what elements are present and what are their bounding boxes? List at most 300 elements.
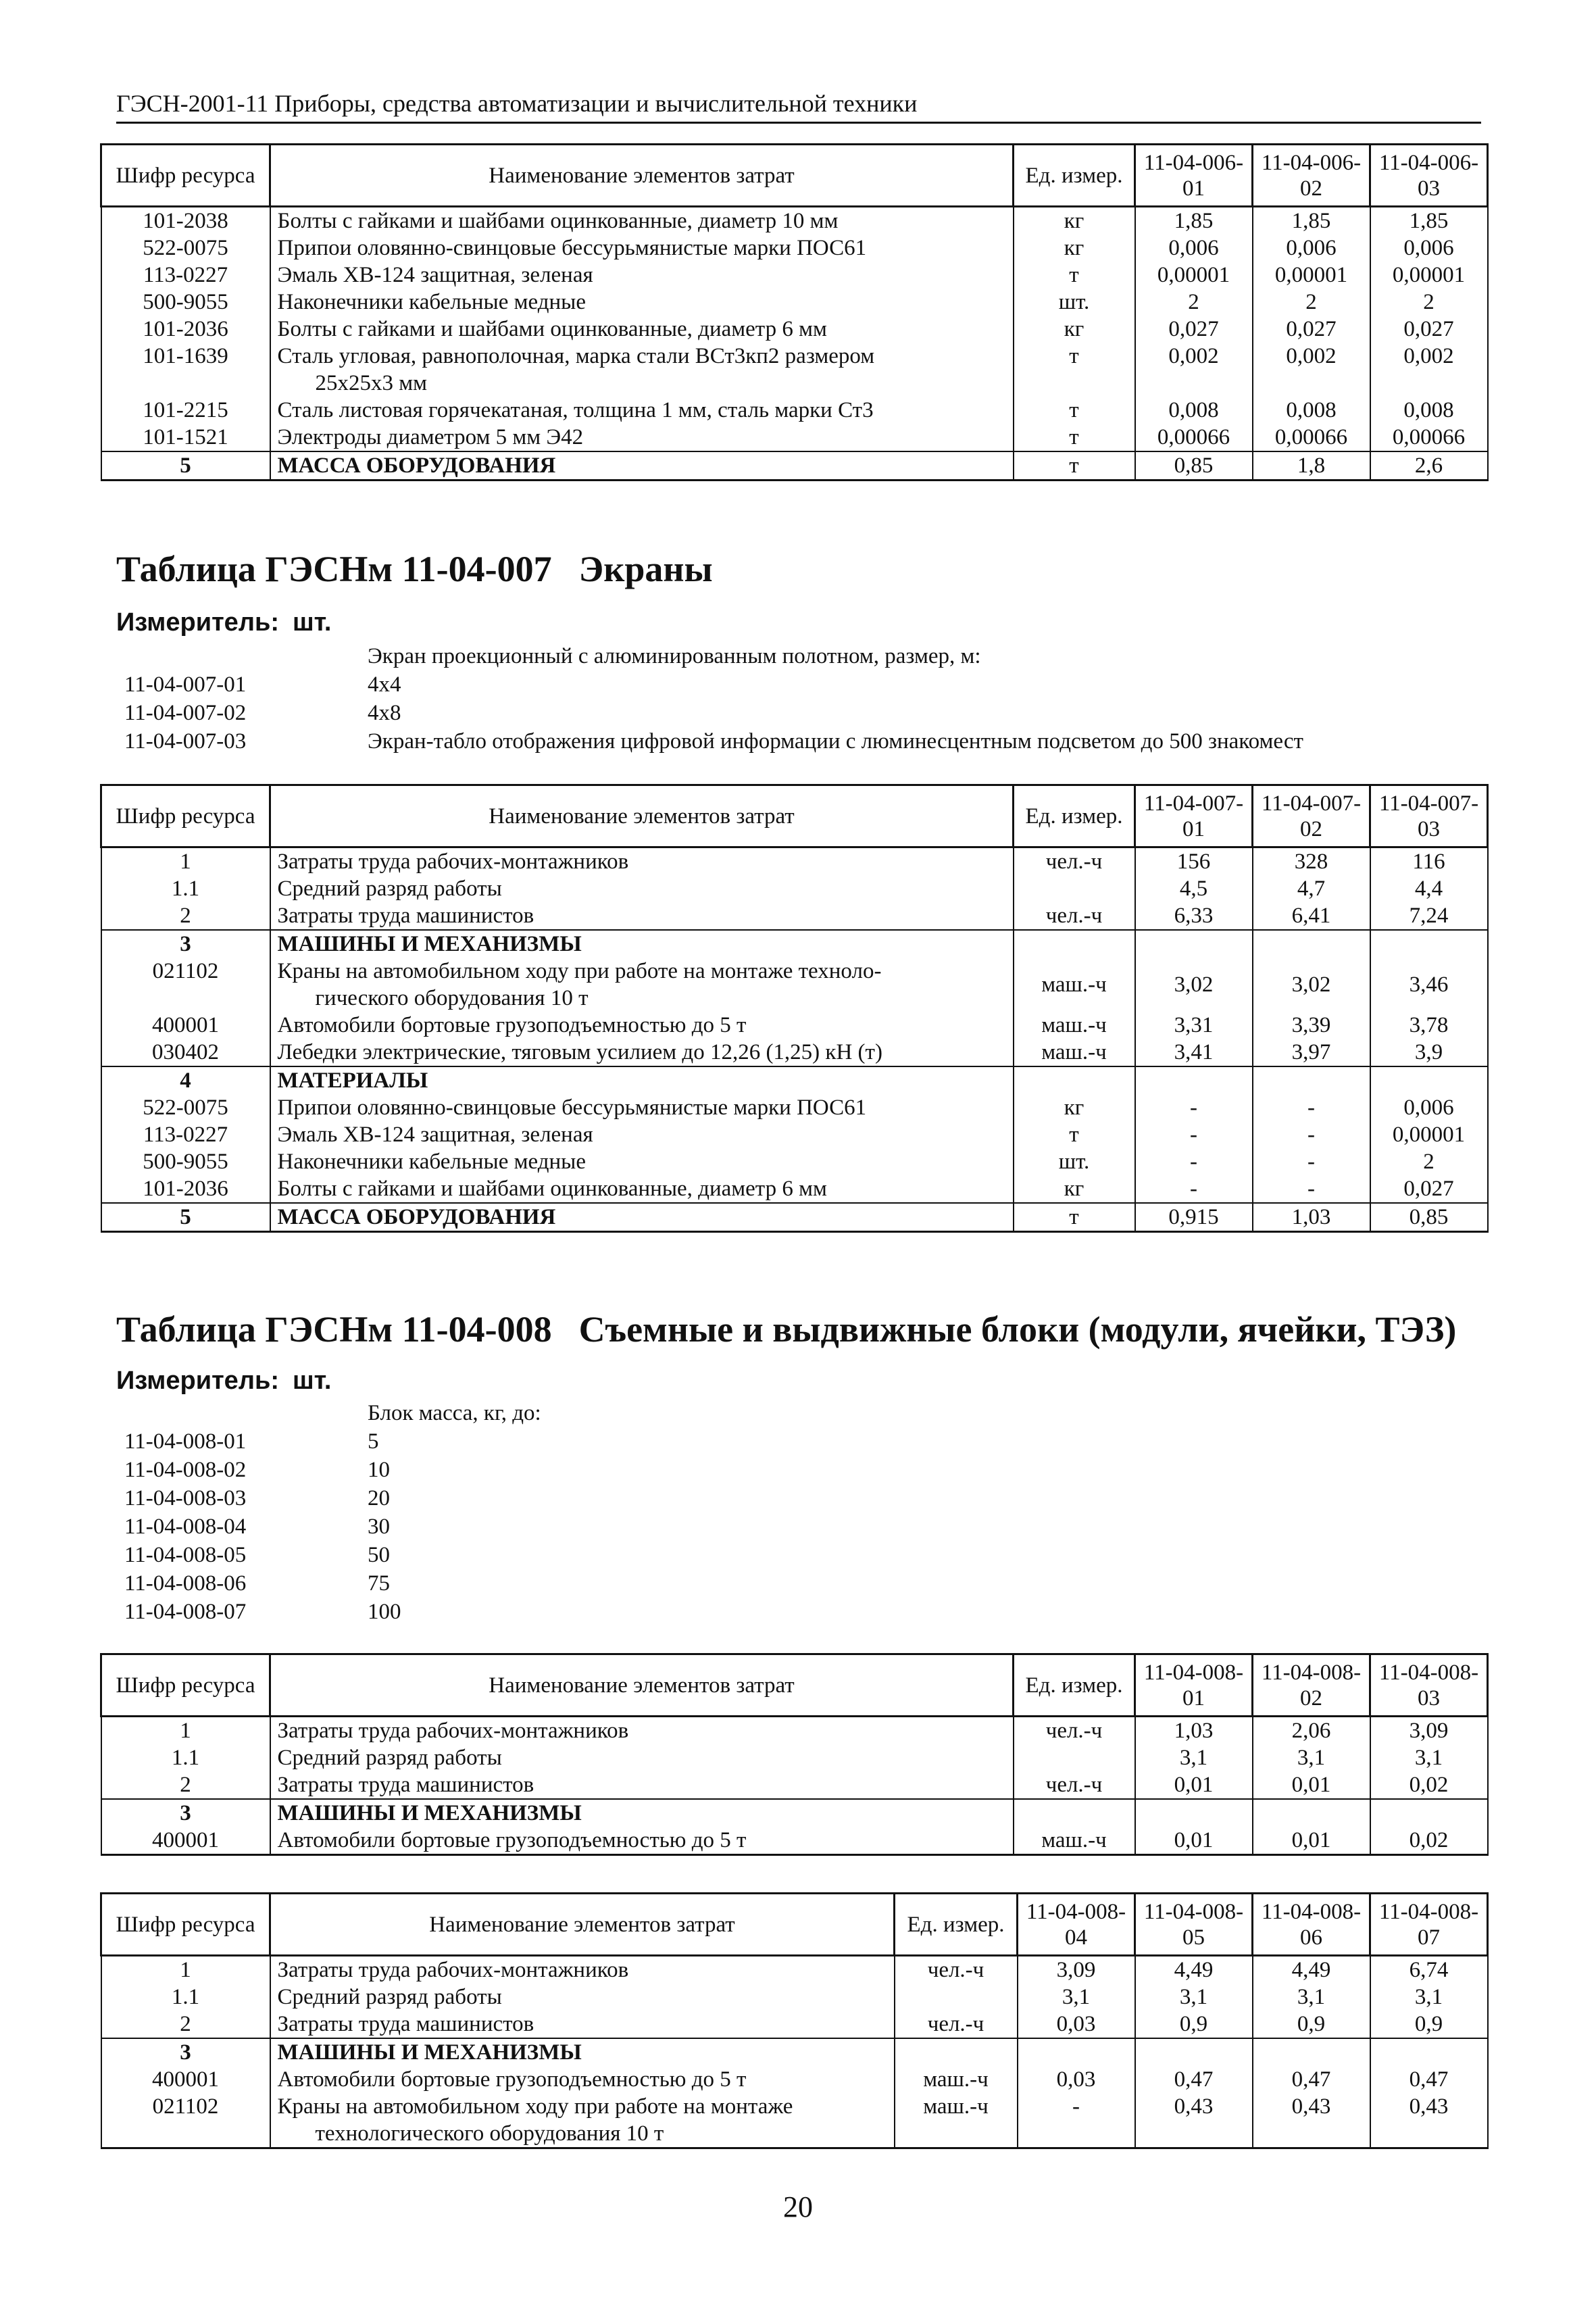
resource-code: 101-2036 [101, 316, 270, 343]
table-11-04-007 [100, 784, 1489, 1233]
value: - [1253, 1121, 1370, 1148]
cost-element: Лебедки электрические, тяговым усилием до 12,26 (1,25) кН (т) [270, 1039, 1014, 1066]
variant-item [116, 1569, 541, 1598]
value: 3,02 [1253, 958, 1370, 1012]
col-header-variant: 11-04-007-03 [1370, 785, 1488, 847]
cost-element: Припои оловянно-свинцовые бессурьмянистые марки ПОС61 [270, 235, 1014, 262]
variant-item [116, 1512, 541, 1541]
section-heading: МАШИНЫ И МЕХАНИЗМЫ [270, 1799, 1014, 1827]
unit: чел.-ч [1014, 902, 1135, 930]
col-header-unit: Ед. измер. [1014, 145, 1135, 207]
cost-element: Болты с гайками и шайбами оцинкованные, диаметр 10 мм [270, 207, 1014, 235]
unit [1014, 875, 1135, 902]
unit: маш.-ч [895, 2066, 1018, 2093]
cost-element: Автомобили бортовые грузоподъемностью до 5 т [270, 2066, 895, 2093]
variant-desc: 5 [368, 1429, 379, 1454]
value: 3,31 [1135, 1012, 1253, 1039]
value: 2,06 [1253, 1717, 1370, 1745]
variant-desc: 100 [368, 1600, 401, 1624]
variant-desc: 75 [368, 1571, 390, 1596]
value: 0,008 [1370, 397, 1488, 424]
col-header-variant: 11-04-008-06 [1253, 1894, 1370, 1956]
value: 0,9 [1135, 2011, 1253, 2038]
cost-element [270, 343, 1014, 397]
cost-element-line1: Сталь угловая, равнополочная, марка стали ВСт3кп2 размером [277, 344, 875, 368]
col-header-variant: 11-04-008-07 [1370, 1894, 1488, 1956]
col-header-variant: 11-04-008-05 [1135, 1894, 1253, 1956]
value: 0,9 [1370, 2011, 1488, 2038]
unit: кг [1014, 1094, 1135, 1121]
unit: т [1014, 343, 1135, 397]
cost-element: Средний разряд работы [270, 1984, 895, 2011]
value: 3,46 [1370, 958, 1488, 1012]
variant-code: 11-04-008-06 [124, 1571, 247, 1596]
table-row-total [101, 451, 1488, 481]
value: 2 [1135, 289, 1253, 316]
table-row-section [101, 930, 1488, 958]
value: 3,09 [1370, 1717, 1488, 1745]
resource-code: 5 [101, 1203, 270, 1232]
unit: шт. [1014, 289, 1135, 316]
meter-value: шт. [292, 608, 332, 637]
table-11-04-008-part2 [100, 1892, 1489, 2149]
cost-element: Эмаль ХВ-124 защитная, зеленая [270, 262, 1014, 289]
table-row [101, 958, 1488, 1012]
value: - [1135, 1094, 1253, 1121]
resource-code: 101-2036 [101, 1175, 270, 1203]
meter-line [116, 1365, 332, 1396]
section-heading: МАШИНЫ И МЕХАНИЗМЫ [270, 930, 1014, 958]
cost-element: Затраты труда рабочих-монтажников [270, 1956, 895, 1984]
value: 0,006 [1370, 235, 1488, 262]
value: 0,008 [1253, 397, 1370, 424]
value: 7,24 [1370, 902, 1488, 930]
cost-element: Наконечники кабельные медные [270, 289, 1014, 316]
variant-code: 11-04-007-02 [124, 701, 247, 725]
table-row [101, 1175, 1488, 1203]
value: 3,09 [1018, 1956, 1135, 1984]
unit: т [1014, 424, 1135, 451]
unit: чел.-ч [895, 2011, 1018, 2038]
value: - [1253, 1094, 1370, 1121]
table-row [101, 2093, 1488, 2148]
table-row [101, 1012, 1488, 1039]
value: 0,008 [1135, 397, 1253, 424]
variant-intro-row [116, 1399, 541, 1427]
table-row [101, 343, 1488, 397]
value: 3,78 [1370, 1012, 1488, 1039]
col-header-code: Шифр ресурса [101, 1654, 270, 1717]
value: 1,85 [1253, 207, 1370, 235]
resource-code: 101-1521 [101, 424, 270, 451]
unit: кг [1014, 316, 1135, 343]
meter-line [116, 607, 332, 638]
cost-element [270, 2093, 895, 2148]
value: 6,74 [1370, 1956, 1488, 1984]
value: 1,03 [1135, 1717, 1253, 1745]
table-row-section [101, 1799, 1488, 1827]
value: 1,8 [1253, 451, 1370, 481]
resource-code: 1.1 [101, 875, 270, 902]
cost-element: Эмаль ХВ-124 защитная, зеленая [270, 1121, 1014, 1148]
unit: кг [1014, 235, 1135, 262]
page-header: ГЭСН-2001-11 Приборы, средства автоматизации и вычислительной техники [116, 88, 1481, 124]
value: 0,47 [1135, 2066, 1253, 2093]
variant-item [116, 1456, 541, 1484]
table-row [101, 847, 1488, 876]
unit: т [1014, 262, 1135, 289]
unit [895, 1984, 1018, 2011]
value: 0,027 [1135, 316, 1253, 343]
value: - [1135, 1148, 1253, 1175]
value: 4,7 [1253, 875, 1370, 902]
value: 0,43 [1135, 2093, 1253, 2148]
col-header-variant: 11-04-007-01 [1135, 785, 1253, 847]
resource-code: 400001 [101, 1012, 270, 1039]
table-row [101, 902, 1488, 930]
value: 116 [1370, 847, 1488, 876]
resource-code: 4 [101, 1066, 270, 1094]
cost-element: Электроды диаметром 5 мм Э42 [270, 424, 1014, 451]
table-row [101, 289, 1488, 316]
table-row [101, 2066, 1488, 2093]
value: 0,01 [1253, 1827, 1370, 1855]
unit [1014, 1744, 1135, 1771]
col-header-name: Наименование элементов затрат [270, 1894, 895, 1956]
value: 3,9 [1370, 1039, 1488, 1066]
table-row-section [101, 1066, 1488, 1094]
value: 0,01 [1253, 1771, 1370, 1799]
resource-code: 1.1 [101, 1984, 270, 2011]
col-header-variant: 11-04-006-01 [1135, 145, 1253, 207]
resource-code: 101-2215 [101, 397, 270, 424]
col-header-code: Шифр ресурса [101, 1894, 270, 1956]
resource-code: 101-2038 [101, 207, 270, 235]
col-header-code: Шифр ресурса [101, 785, 270, 847]
cost-element: Средний разряд работы [270, 1744, 1014, 1771]
section-title-code: Таблица ГЭСНм 11-04-008 [116, 1309, 552, 1350]
resource-code: 400001 [101, 2066, 270, 2093]
col-header-variant: 11-04-006-02 [1253, 145, 1370, 207]
resource-code: 2 [101, 902, 270, 930]
value: 0,02 [1370, 1771, 1488, 1799]
value: 0,915 [1135, 1203, 1253, 1232]
value: 1,03 [1253, 1203, 1370, 1232]
variant-code: 11-04-008-05 [124, 1543, 247, 1567]
table-row [101, 262, 1488, 289]
value: 0,006 [1370, 1094, 1488, 1121]
cost-element: Средний разряд работы [270, 875, 1014, 902]
resource-code: 1 [101, 1717, 270, 1745]
variant-intro-row [116, 642, 1303, 670]
variant-code: 11-04-007-01 [124, 672, 247, 697]
cost-element: Затраты труда машинистов [270, 902, 1014, 930]
col-header-variant: 11-04-006-03 [1370, 145, 1488, 207]
cost-element-line2: 25x25x3 мм [315, 371, 428, 395]
table-row [101, 1039, 1488, 1066]
value: 0,9 [1253, 2011, 1370, 2038]
table-row [101, 1984, 1488, 2011]
resource-code: 1 [101, 1956, 270, 1984]
value: 3,1 [1135, 1744, 1253, 1771]
value: 0,02 [1370, 1827, 1488, 1855]
resource-code: 3 [101, 1799, 270, 1827]
table-row [101, 207, 1488, 235]
value: 0,85 [1135, 451, 1253, 481]
value: 2,6 [1370, 451, 1488, 481]
value: 2 [1370, 289, 1488, 316]
cost-element-line2: гического оборудования 10 т [315, 986, 589, 1010]
variant-desc: 10 [368, 1458, 390, 1482]
table-row [101, 1121, 1488, 1148]
value: 0,027 [1370, 316, 1488, 343]
table-row-total [101, 1203, 1488, 1232]
value: 0,47 [1370, 2066, 1488, 2093]
value: 6,33 [1135, 902, 1253, 930]
value: 4,49 [1253, 1956, 1370, 1984]
section-title-code: Таблица ГЭСНм 11-04-007 [116, 549, 552, 589]
variant-desc: Экран-табло отображения цифровой информации с люминесцентным подсветом до 500 знакомест [368, 729, 1303, 754]
value: 4,5 [1135, 875, 1253, 902]
value: 0,006 [1135, 235, 1253, 262]
table-row [101, 875, 1488, 902]
variant-code: 11-04-008-04 [124, 1515, 247, 1539]
value: 0,03 [1018, 2066, 1135, 2093]
value: 4,4 [1370, 875, 1488, 902]
table-row [101, 397, 1488, 424]
value: - [1135, 1175, 1253, 1203]
table-row [101, 424, 1488, 451]
meter-label: Измеритель: [116, 608, 279, 637]
section-heading: МАШИНЫ И МЕХАНИЗМЫ [270, 2038, 895, 2066]
col-header-name: Наименование элементов затрат [270, 1654, 1014, 1717]
meter-label: Измеритель: [116, 1367, 279, 1395]
unit: чел.-ч [1014, 847, 1135, 876]
cost-element: МАССА ОБОРУДОВАНИЯ [270, 451, 1014, 481]
resource-code: 5 [101, 451, 270, 481]
unit: маш.-ч [1014, 1012, 1135, 1039]
value: 2 [1253, 289, 1370, 316]
resource-code: 500-9055 [101, 289, 270, 316]
table-row [101, 2011, 1488, 2038]
value: 0,027 [1253, 316, 1370, 343]
value: 0,002 [1135, 343, 1253, 397]
unit: маш.-ч [1014, 1827, 1135, 1855]
value: 0,43 [1253, 2093, 1370, 2148]
variant-item [116, 727, 1303, 756]
resource-code: 522-0075 [101, 235, 270, 262]
section-heading: МАТЕРИАЛЫ [270, 1066, 1014, 1094]
cost-element: Болты с гайками и шайбами оцинкованные, диаметр 6 мм [270, 1175, 1014, 1203]
variant-code: 11-04-007-03 [124, 729, 247, 754]
value: 0,43 [1370, 2093, 1488, 2148]
unit: т [1014, 1203, 1135, 1232]
variant-desc: 30 [368, 1515, 390, 1539]
value: 0,00066 [1135, 424, 1253, 451]
resource-code: 3 [101, 930, 270, 958]
cost-element: МАССА ОБОРУДОВАНИЯ [270, 1203, 1014, 1232]
value: 0,47 [1253, 2066, 1370, 2093]
unit: кг [1014, 207, 1135, 235]
value: 0,00001 [1370, 1121, 1488, 1148]
variant-code: 11-04-008-01 [124, 1429, 247, 1454]
value: 0,00066 [1253, 424, 1370, 451]
variant-list [116, 1399, 541, 1626]
cost-element: Припои оловянно-свинцовые бессурьмянистые марки ПОС61 [270, 1094, 1014, 1121]
col-header-variant: 11-04-008-04 [1018, 1894, 1135, 1956]
cost-element: Автомобили бортовые грузоподъемностью до 5 т [270, 1012, 1014, 1039]
table-row [101, 316, 1488, 343]
table-row [101, 1771, 1488, 1799]
resource-code: 101-1639 [101, 343, 270, 397]
variant-item [116, 1598, 541, 1626]
resource-code: 021102 [101, 958, 270, 1012]
col-header-unit: Ед. измер. [895, 1894, 1018, 1956]
variant-desc: 20 [368, 1486, 390, 1510]
table-row [101, 1956, 1488, 1984]
value: 3,1 [1135, 1984, 1253, 2011]
col-header-unit: Ед. измер. [1014, 1654, 1135, 1717]
table-row [101, 1717, 1488, 1745]
unit: т [1014, 1121, 1135, 1148]
value: 0,03 [1018, 2011, 1135, 2038]
unit: маш.-ч [895, 2093, 1018, 2148]
resource-code: 2 [101, 1771, 270, 1799]
cost-element-line2: технологического оборудования 10 т [315, 2121, 664, 2146]
value: 1,85 [1135, 207, 1253, 235]
table-row [101, 235, 1488, 262]
value: 0,00066 [1370, 424, 1488, 451]
unit: кг [1014, 1175, 1135, 1203]
value: 0,00001 [1370, 262, 1488, 289]
cost-element-line1: Краны на автомобильном ходу при работе на монтаже [277, 2094, 793, 2119]
value: 3,1 [1018, 1984, 1135, 2011]
variant-item [116, 1541, 541, 1569]
resource-code: 3 [101, 2038, 270, 2066]
table-row-section [101, 2038, 1488, 2066]
value: 0,00001 [1135, 262, 1253, 289]
value: 0,002 [1370, 343, 1488, 397]
table-row [101, 1094, 1488, 1121]
value: 0,002 [1253, 343, 1370, 397]
col-header-variant: 11-04-008-03 [1370, 1654, 1488, 1717]
variant-item [116, 1484, 541, 1512]
table-11-04-006-materials [100, 143, 1489, 481]
section-title-11-04-008 [116, 1308, 1456, 1351]
unit: чел.-ч [895, 1956, 1018, 1984]
variant-code: 11-04-008-02 [124, 1458, 247, 1482]
variant-desc: 4x8 [368, 701, 401, 725]
section-title-11-04-007 [116, 547, 713, 591]
resource-code: 113-0227 [101, 262, 270, 289]
table-11-04-008-part1 [100, 1653, 1489, 1856]
col-header-name: Наименование элементов затрат [270, 785, 1014, 847]
cost-element: Затраты труда рабочих-монтажников [270, 1717, 1014, 1745]
variant-item [116, 1427, 541, 1456]
unit: чел.-ч [1014, 1717, 1135, 1745]
resource-code: 1 [101, 847, 270, 876]
col-header-variant: 11-04-007-02 [1253, 785, 1370, 847]
unit: чел.-ч [1014, 1771, 1135, 1799]
value: 0,006 [1253, 235, 1370, 262]
value: 0,00001 [1253, 262, 1370, 289]
variant-code: 11-04-008-03 [124, 1486, 247, 1510]
section-title-name: Экраны [578, 549, 713, 589]
col-header-unit: Ед. измер. [1014, 785, 1135, 847]
meter-value: шт. [292, 1367, 332, 1395]
cost-element: Наконечники кабельные медные [270, 1148, 1014, 1175]
cost-element: Болты с гайками и шайбами оцинкованные, диаметр 6 мм [270, 316, 1014, 343]
resource-code: 2 [101, 2011, 270, 2038]
value: 3,41 [1135, 1039, 1253, 1066]
cost-element-line1: Краны на автомобильном ходу при работе на монтаже техноло- [277, 959, 882, 983]
col-header-code: Шифр ресурса [101, 145, 270, 207]
table-row [101, 1827, 1488, 1855]
cost-element [270, 958, 1014, 1012]
value: 0,01 [1135, 1827, 1253, 1855]
value: 2 [1370, 1148, 1488, 1175]
table-row [101, 1148, 1488, 1175]
value: 3,1 [1370, 1984, 1488, 2011]
value: - [1253, 1148, 1370, 1175]
variant-item [116, 699, 1303, 727]
value: 0,027 [1370, 1175, 1488, 1203]
cost-element: Затраты труда рабочих-монтажников [270, 847, 1014, 876]
value: 1,85 [1370, 207, 1488, 235]
variant-intro: Блок масса, кг, до: [368, 1401, 541, 1425]
col-header-name: Наименование элементов затрат [270, 145, 1014, 207]
value: 6,41 [1253, 902, 1370, 930]
cost-element: Автомобили бортовые грузоподъемностью до 5 т [270, 1827, 1014, 1855]
value: - [1135, 1121, 1253, 1148]
value: 3,97 [1253, 1039, 1370, 1066]
value: 4,49 [1135, 1956, 1253, 1984]
unit: т [1014, 451, 1135, 481]
value: - [1253, 1175, 1370, 1203]
section-title-name: Съемные и выдвижные блоки (модули, ячейки, ТЭЗ) [578, 1309, 1457, 1350]
cost-element: Сталь листовая горячекатаная, толщина 1 мм, сталь марки Ст3 [270, 397, 1014, 424]
unit: т [1014, 397, 1135, 424]
value: 0,85 [1370, 1203, 1488, 1232]
value: 3,1 [1253, 1744, 1370, 1771]
resource-code: 030402 [101, 1039, 270, 1066]
value: 0,01 [1135, 1771, 1253, 1799]
unit: маш.-ч [1014, 1039, 1135, 1066]
cost-element: Затраты труда машинистов [270, 2011, 895, 2038]
page-number: 20 [783, 2190, 813, 2223]
value: 328 [1253, 847, 1370, 876]
value: - [1018, 2093, 1135, 2148]
variant-list [116, 642, 1303, 756]
value: 3,02 [1135, 958, 1253, 1012]
variant-desc: 50 [368, 1543, 390, 1567]
resource-code: 522-0075 [101, 1094, 270, 1121]
resource-code: 113-0227 [101, 1121, 270, 1148]
cost-element: Затраты труда машинистов [270, 1771, 1014, 1799]
variant-code: 11-04-008-07 [124, 1600, 247, 1624]
variant-item [116, 670, 1303, 699]
variant-desc: 4x4 [368, 672, 401, 697]
table-row [101, 1744, 1488, 1771]
unit: шт. [1014, 1148, 1135, 1175]
resource-code: 021102 [101, 2093, 270, 2148]
col-header-variant: 11-04-008-02 [1253, 1654, 1370, 1717]
value: 3,39 [1253, 1012, 1370, 1039]
variant-intro: Экран проекционный с алюминированным полотном, размер, м: [368, 644, 981, 668]
resource-code: 500-9055 [101, 1148, 270, 1175]
resource-code: 1.1 [101, 1744, 270, 1771]
col-header-variant: 11-04-008-01 [1135, 1654, 1253, 1717]
